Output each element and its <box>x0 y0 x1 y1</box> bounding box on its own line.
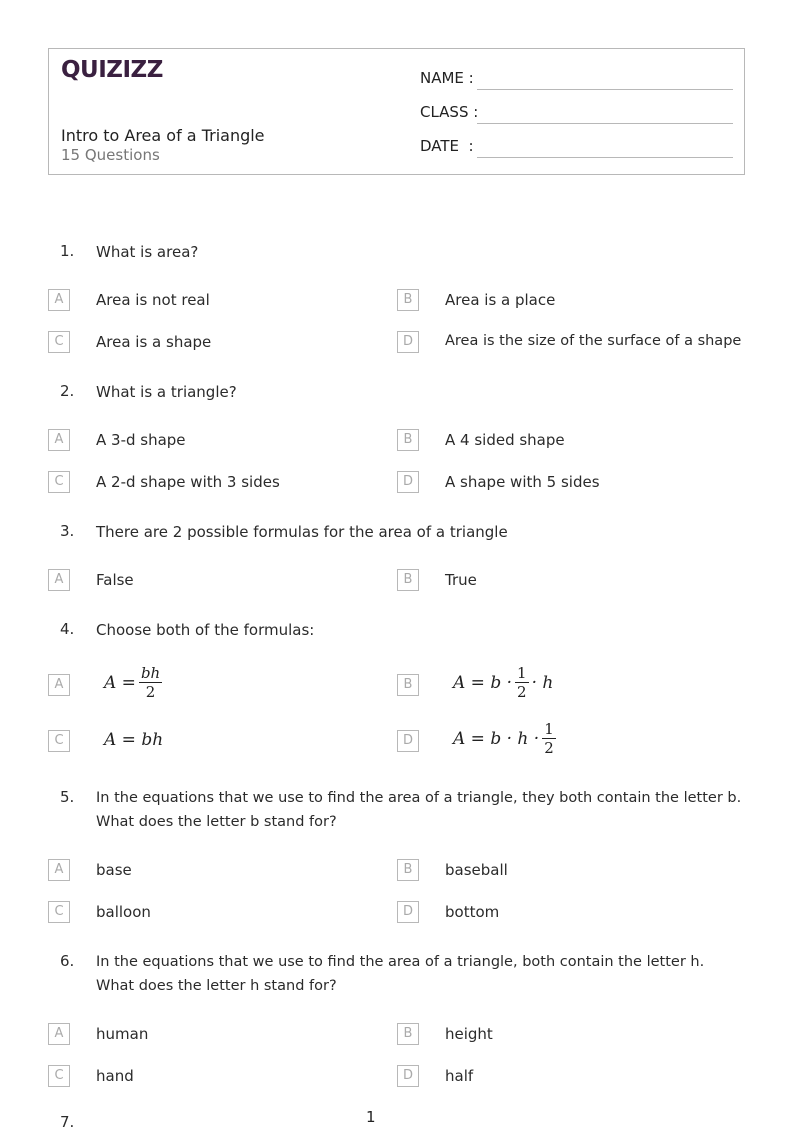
question-number: 2. <box>60 382 75 400</box>
class-line <box>477 123 733 124</box>
option-text: Area is not real <box>96 291 210 309</box>
formula-d <box>453 720 559 757</box>
option-text: A shape with 5 sides <box>445 473 600 491</box>
option-letter[interactable]: B <box>397 859 419 881</box>
option-text: Area is a shape <box>96 333 212 351</box>
option-letter[interactable]: A <box>48 859 70 881</box>
option-letter[interactable]: B <box>397 429 419 451</box>
option-text: human <box>96 1025 149 1043</box>
fraction-numerator: bh <box>140 664 161 682</box>
option-text: half <box>445 1067 474 1085</box>
option-letter[interactable]: A <box>48 1023 70 1045</box>
formula-b <box>453 664 553 701</box>
option-text: Area is a place <box>445 291 556 309</box>
name-field[interactable] <box>420 69 733 91</box>
class-label: CLASS : <box>420 103 479 121</box>
formula-lhs: A = <box>104 672 136 693</box>
option-letter[interactable]: D <box>397 901 419 923</box>
option-letter[interactable]: D <box>397 730 419 752</box>
fraction-numerator: 1 <box>517 664 527 682</box>
fraction-denominator: 2 <box>517 683 527 701</box>
option-text: Area is the size of the surface of a shape <box>445 333 742 349</box>
option-letter[interactable]: C <box>48 331 70 353</box>
question-number: 1. <box>60 242 75 260</box>
fraction <box>542 720 556 757</box>
formula-lhs: A = b · <box>453 672 513 693</box>
option-text: A 2-d shape with 3 sides <box>96 473 280 491</box>
option-text: A 4 sided shape <box>445 431 565 449</box>
question-text: There are 2 possible formulas for the area of a triangle <box>96 523 508 541</box>
page-number: 1 <box>366 1108 376 1126</box>
name-line <box>477 89 733 90</box>
quizizz-logo: QUIZIZZ <box>61 57 163 83</box>
question-number: 6. <box>60 952 75 970</box>
date-line <box>477 157 733 158</box>
class-field[interactable] <box>420 103 733 125</box>
question-text: Choose both of the formulas: <box>96 621 315 639</box>
fraction-denominator: 2 <box>544 739 554 757</box>
option-text: height <box>445 1025 493 1043</box>
fraction-numerator: 1 <box>544 720 554 738</box>
worksheet-title: Intro to Area of a Triangle <box>61 126 265 145</box>
option-letter[interactable]: C <box>48 901 70 923</box>
question-count: 15 Questions <box>61 146 160 164</box>
formula-lhs: A = bh <box>104 730 164 750</box>
question-text: What is a triangle? <box>96 383 237 401</box>
option-letter[interactable]: D <box>397 1065 419 1087</box>
option-text: A 3-d shape <box>96 431 186 449</box>
option-letter[interactable]: D <box>397 331 419 353</box>
option-letter[interactable]: A <box>48 569 70 591</box>
option-letter[interactable]: C <box>48 730 70 752</box>
option-letter[interactable]: A <box>48 429 70 451</box>
option-letter[interactable]: B <box>397 289 419 311</box>
option-letter[interactable]: B <box>397 1023 419 1045</box>
question-number: 7. <box>60 1113 75 1131</box>
formula-c <box>104 730 163 750</box>
date-field[interactable] <box>420 137 733 159</box>
option-letter[interactable]: A <box>48 289 70 311</box>
option-letter[interactable]: A <box>48 674 70 696</box>
option-letter[interactable]: D <box>397 471 419 493</box>
question-text: What is area? <box>96 243 199 261</box>
question-text: In the equations that we use to find the area of a triangle, both contain the letter h. <box>96 954 705 970</box>
name-label: NAME : <box>420 69 474 87</box>
formula-rhs: · h <box>531 672 554 693</box>
question-text-line2: What does the letter h stand for? <box>96 978 337 994</box>
date-label: DATE : <box>420 137 474 155</box>
question-text-line2: What does the letter b stand for? <box>96 814 337 830</box>
option-text: hand <box>96 1067 134 1085</box>
worksheet-header <box>48 48 745 175</box>
option-letter[interactable]: C <box>48 1065 70 1087</box>
fraction-denominator: 2 <box>145 683 156 701</box>
option-letter[interactable]: C <box>48 471 70 493</box>
question-number: 4. <box>60 620 75 638</box>
formula-a <box>104 664 165 701</box>
option-letter[interactable]: B <box>397 569 419 591</box>
formula-lhs: A = b · h · <box>453 728 540 749</box>
option-text: bottom <box>445 903 500 921</box>
option-text: False <box>96 571 134 589</box>
option-text: baseball <box>445 861 508 879</box>
option-text: base <box>96 861 132 879</box>
option-text: True <box>445 571 477 589</box>
question-text: In the equations that we use to find the area of a triangle, they both contain the letter b. <box>96 790 742 806</box>
option-text: balloon <box>96 903 151 921</box>
option-letter[interactable]: B <box>397 674 419 696</box>
question-number: 5. <box>60 788 75 806</box>
question-number: 3. <box>60 522 75 540</box>
fraction <box>139 664 162 701</box>
fraction <box>515 664 529 701</box>
